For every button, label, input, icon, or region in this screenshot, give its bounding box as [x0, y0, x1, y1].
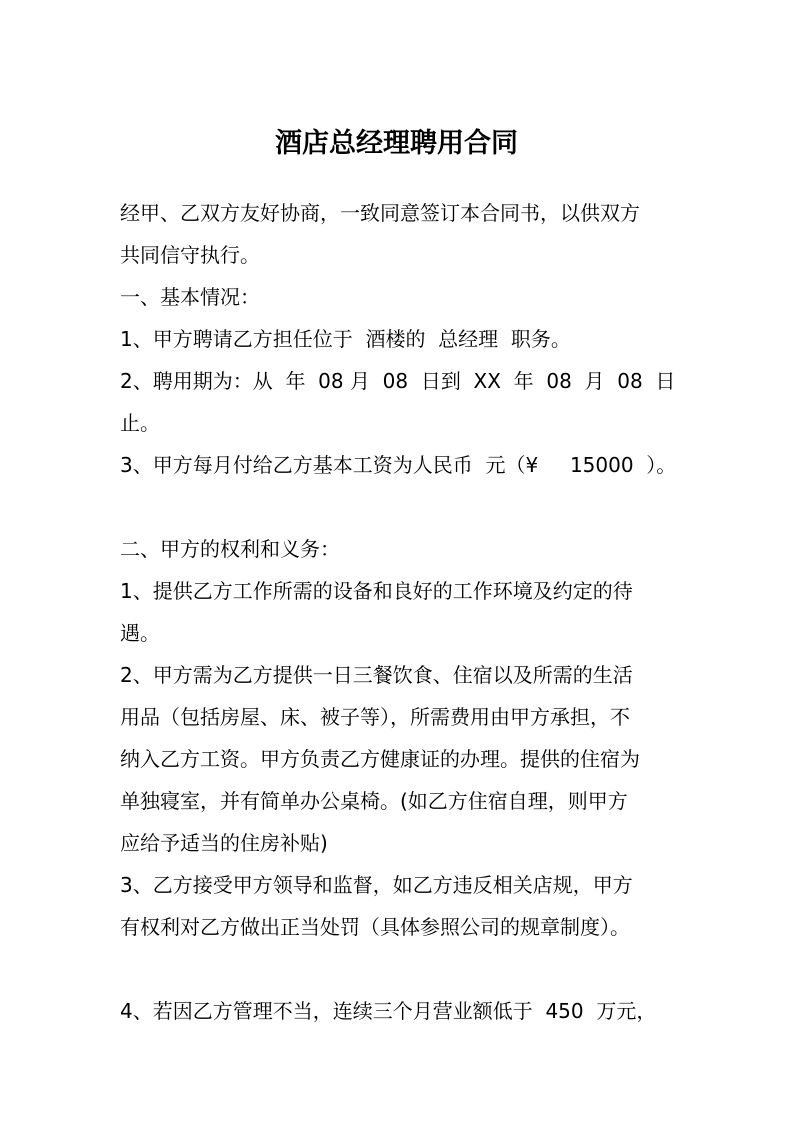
paragraph-line: 有权利对乙方做出正当处罚（具体参照公司的规章制度）。 [120, 915, 630, 939]
paragraph-line: 3、乙方接受甲方领导和监督，如乙方违反相关店规，甲方 [120, 873, 633, 897]
paragraph-line: 应给予适当的住房补贴) [120, 831, 328, 855]
paragraph-line: 止。 [120, 411, 160, 435]
paragraph-line: 1、甲方聘请乙方担任位于 酒楼的 总经理 职务。 [120, 327, 571, 351]
paragraph-line: 用品（包括房屋、床、被子等），所需费用由甲方承担，不 [120, 705, 630, 729]
contract-title: 酒店总经理聘用合同 [275, 128, 518, 159]
paragraph-line: 3、甲方每月付给乙方基本工资为人民币 元（¥ 15000 ）。 [120, 453, 677, 477]
paragraph-line: 共同信守执行。 [120, 243, 260, 267]
paragraph-line: 遇。 [120, 621, 160, 645]
paragraph-line: 单独寝室，并有简单办公桌椅。(如乙方住宿自理，则甲方 [120, 789, 628, 813]
paragraph-line: 1、提供乙方工作所需的设备和良好的工作环境及约定的待 [120, 579, 633, 603]
paragraph-line: 经甲、乙双方友好协商，一致同意签订本合同书，以供双方 [120, 201, 640, 225]
paragraph-line: 2、甲方需为乙方提供一日三餐饮食、住宿以及所需的生活 [120, 663, 633, 687]
paragraph-line: 4、若因乙方管理不当，连续三个月营业额低于 450 万元， [120, 999, 657, 1023]
section-heading-party-a: 二、甲方的权利和义务： [120, 537, 340, 561]
section-heading-basic: 一、基本情况： [120, 285, 260, 309]
paragraph-line: 纳入乙方工资。甲方负责乙方健康证的办理。提供的住宿为 [120, 747, 640, 771]
paragraph-line: 2、聘用期为：从 年 08 月 08 日到 XX 年 08 月 08 日 [120, 369, 676, 393]
